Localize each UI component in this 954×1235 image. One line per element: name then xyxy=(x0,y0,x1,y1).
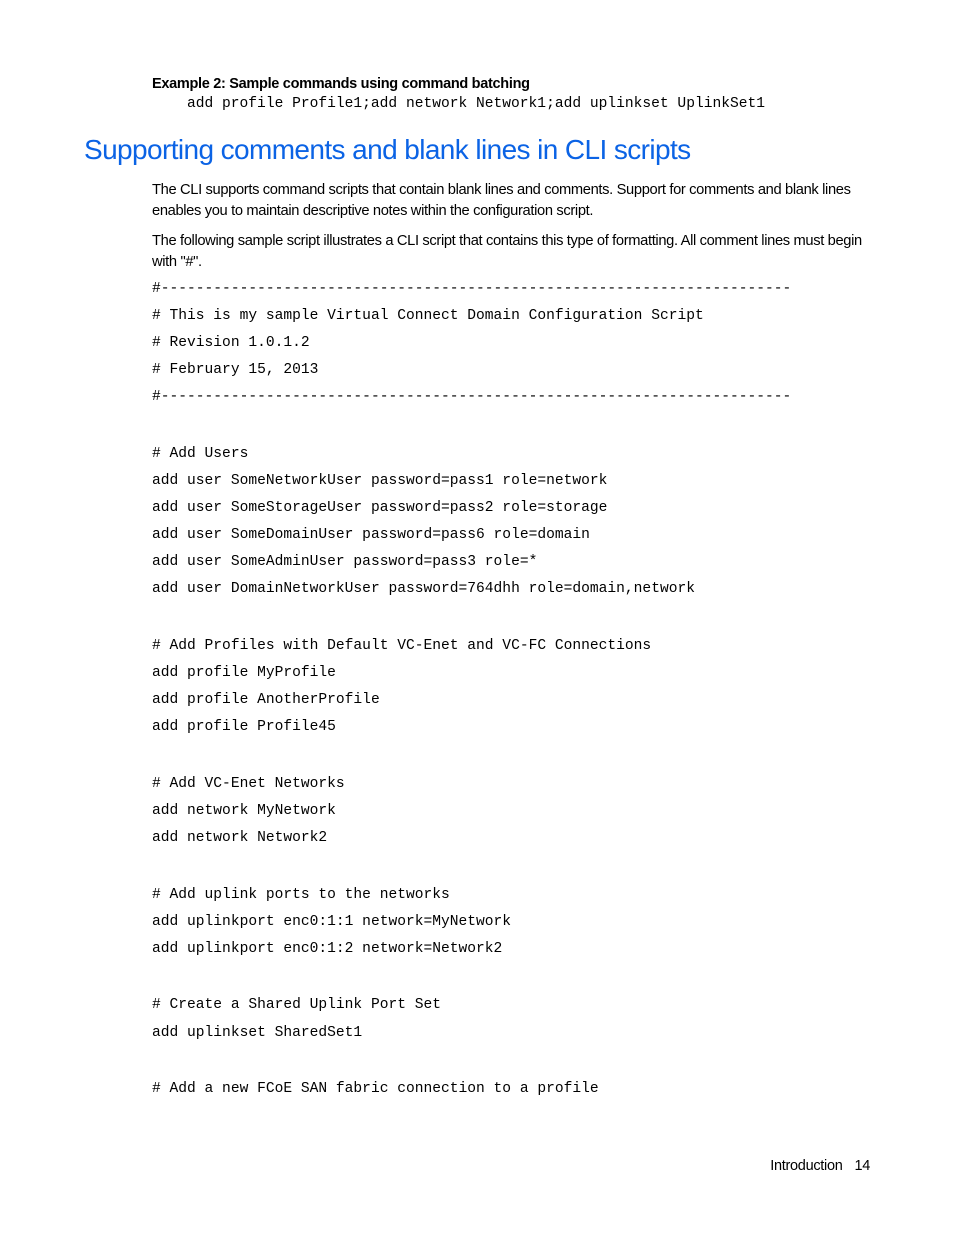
section-title: Supporting comments and blank lines in CLI scripts xyxy=(84,134,691,165)
script-line: add uplinkset SharedSet1 xyxy=(152,1025,363,1041)
script-line: add uplinkport enc0:1:1 network=MyNetwork xyxy=(152,914,512,930)
script-line: add uplinkport enc0:1:2 network=Network2 xyxy=(152,941,503,957)
script-line: add user DomainNetworkUser password=764dhh role=domain,network xyxy=(152,581,695,597)
script-line: # Create a Shared Uplink Port Set xyxy=(152,997,442,1013)
page-footer xyxy=(770,1158,870,1174)
script-line: # This is my sample Virtual Connect Domain Configuration Script xyxy=(152,308,704,324)
script-line: add network MyNetwork xyxy=(152,803,336,819)
script-line: #------------------------------------------------------------------------ xyxy=(152,281,792,297)
page-number: 14 xyxy=(854,1158,870,1174)
script-line: add user SomeAdminUser password=pass3 role=* xyxy=(152,554,538,570)
script-line: add profile Profile45 xyxy=(152,719,336,735)
script-line: add network Network2 xyxy=(152,830,328,846)
paragraph: The CLI supports command scripts that contain blank lines and comments. Support for comments and blank lines enables you to maintain descriptive notes within the configuration script. xyxy=(152,182,851,219)
script-line: add user SomeNetworkUser password=pass1 role=network xyxy=(152,473,608,489)
script-line: add user SomeStorageUser password=pass2 role=storage xyxy=(152,500,608,516)
footer-section-name: Introduction xyxy=(770,1158,843,1174)
sample-script xyxy=(152,280,792,1097)
script-line: # Add VC-Enet Networks xyxy=(152,776,345,792)
script-line: add profile AnotherProfile xyxy=(152,692,380,708)
script-line: # Add uplink ports to the networks xyxy=(152,887,450,903)
script-line: # Revision 1.0.1.2 xyxy=(152,335,310,351)
script-line: # Add a new FCoE SAN fabric connection to a profile xyxy=(152,1081,599,1097)
paragraph: The following sample script illustrates a CLI script that contains this type of formatting. All comment lines must begin with "#". xyxy=(152,233,862,270)
example-code: add profile Profile1;add network Network1;add uplinkset UplinkSet1 xyxy=(187,96,766,112)
script-line: # Add Users xyxy=(152,446,249,462)
script-line: add user SomeDomainUser password=pass6 role=domain xyxy=(152,527,590,543)
script-line: add profile MyProfile xyxy=(152,665,336,681)
script-line: #------------------------------------------------------------------------ xyxy=(152,389,792,405)
script-line: # Add Profiles with Default VC-Enet and VC-FC Connections xyxy=(152,638,652,654)
example-heading: Example 2: Sample commands using command batching xyxy=(152,76,530,92)
script-line: # February 15, 2013 xyxy=(152,362,319,378)
